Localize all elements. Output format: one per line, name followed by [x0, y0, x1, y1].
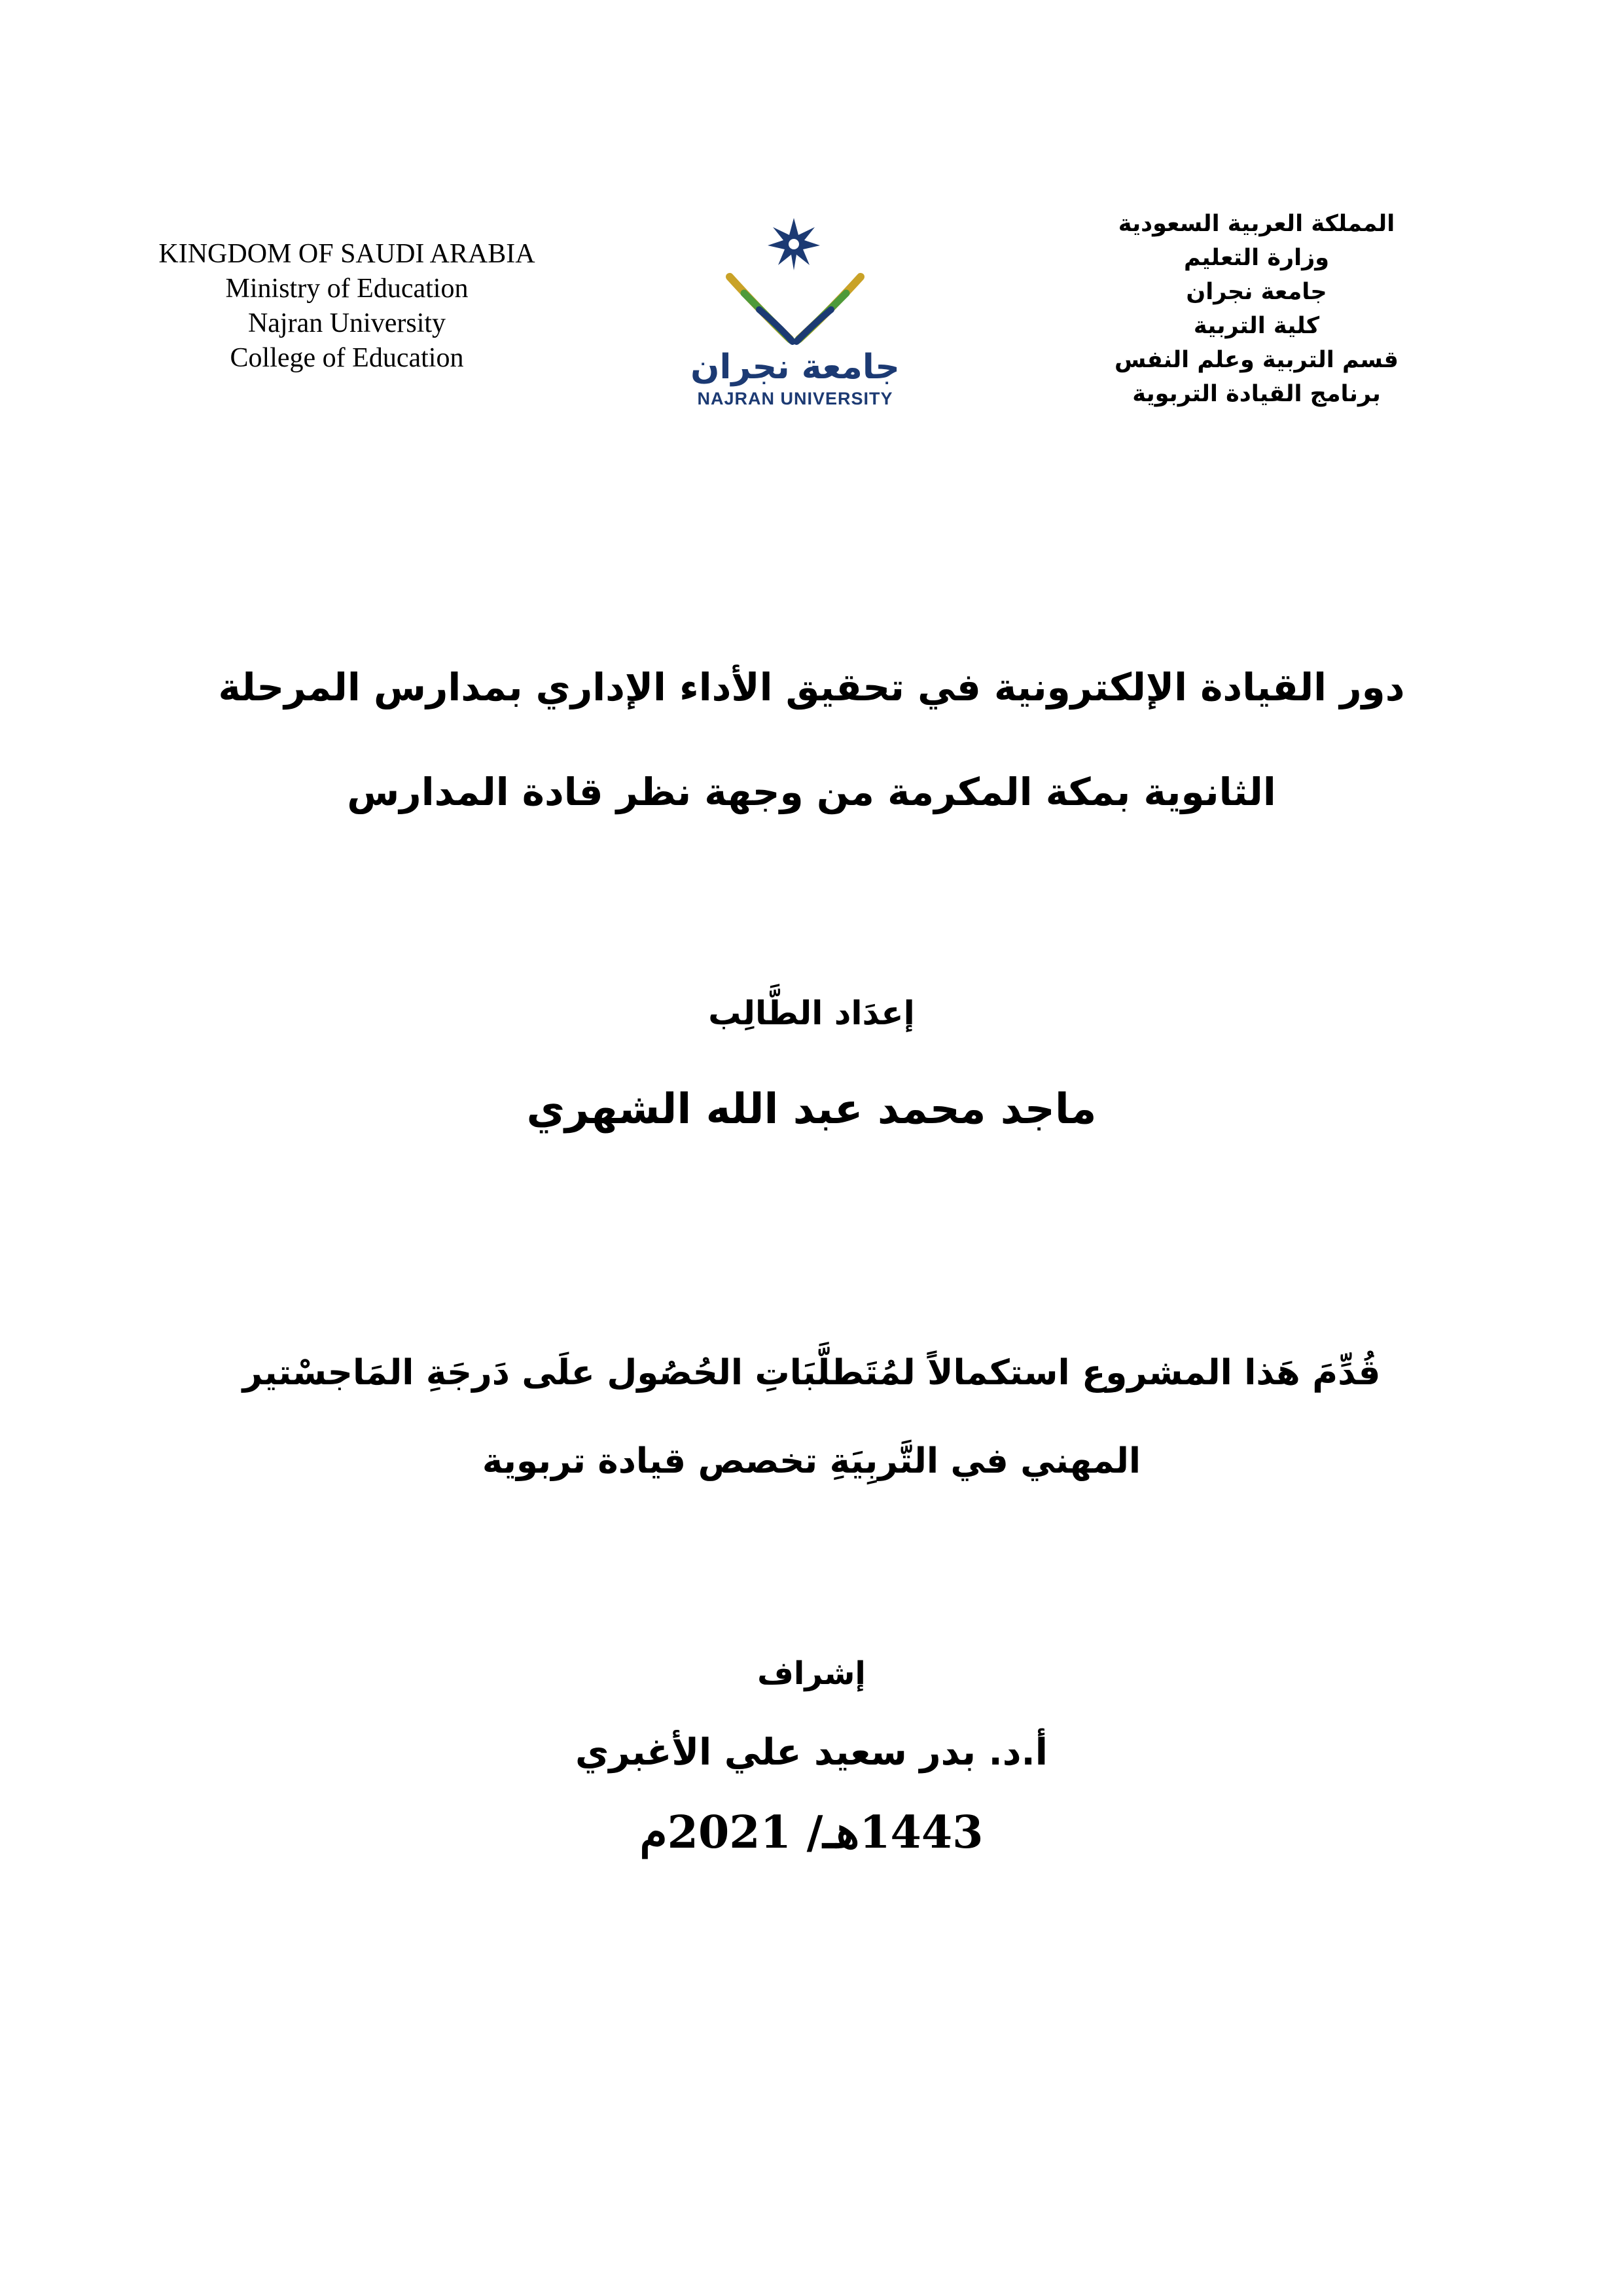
prepared-by-label: إعدَاد الطَّالِب	[708, 994, 915, 1032]
kingdom-line-ar: المملكة العربية السعودية	[1118, 211, 1395, 237]
college-line-en: College of Education	[230, 343, 464, 373]
purpose-statement-line-2: المهني في التَّربِيَةِ تخصص قيادة تربوية	[482, 1441, 1141, 1481]
purpose-statement-line-1: قُدِّمَ هَذا المشروع استكمالاً لمُتَطلَّبَاتِ الحُصُول علَى دَرجَةِ المَاجسْتير	[242, 1353, 1381, 1393]
college-line-ar: كلية التربية	[1193, 313, 1320, 339]
university-line-en: Najran University	[247, 308, 446, 338]
thesis-title-line-1: دور القيادة الإلكترونية في تحقيق الأداء الإداري بمدارس المرحلة	[218, 665, 1405, 709]
logo-english-text: NAJRAN UNIVERSITY	[697, 389, 893, 408]
arabic-header	[1073, 207, 1440, 411]
student-name: ماجد محمد عبد الله الشهري	[526, 1085, 1097, 1134]
ministry-line-ar: وزارة التعليم	[1183, 245, 1330, 271]
ministry-line-en: Ministry of Education	[225, 274, 469, 304]
submission-date: 1443هـ/ 2021م	[639, 1806, 984, 1859]
arcs-emblem-icon	[730, 277, 861, 342]
logo-arabic-text: جامعة نجران	[690, 348, 900, 387]
najran-university-logo	[651, 215, 939, 411]
program-line-ar: برنامج القيادة التربوية	[1132, 381, 1381, 407]
supervisor-name: أ.د. بدر سعيد علي الأغبري	[575, 1731, 1048, 1774]
thesis-title-line-2: الثانوية بمكة المكرمة من وجهة نظر قادة المدارس	[347, 770, 1276, 814]
kingdom-line-en: KINGDOM OF SAUDI ARABIA	[158, 239, 535, 269]
department-line-ar: قسم التربية وعلم النفس	[1115, 347, 1399, 373]
university-line-ar: جامعة نجران	[1186, 279, 1327, 305]
english-header	[131, 237, 563, 376]
star-icon	[768, 218, 820, 270]
supervision-label: إشراف	[757, 1655, 866, 1692]
